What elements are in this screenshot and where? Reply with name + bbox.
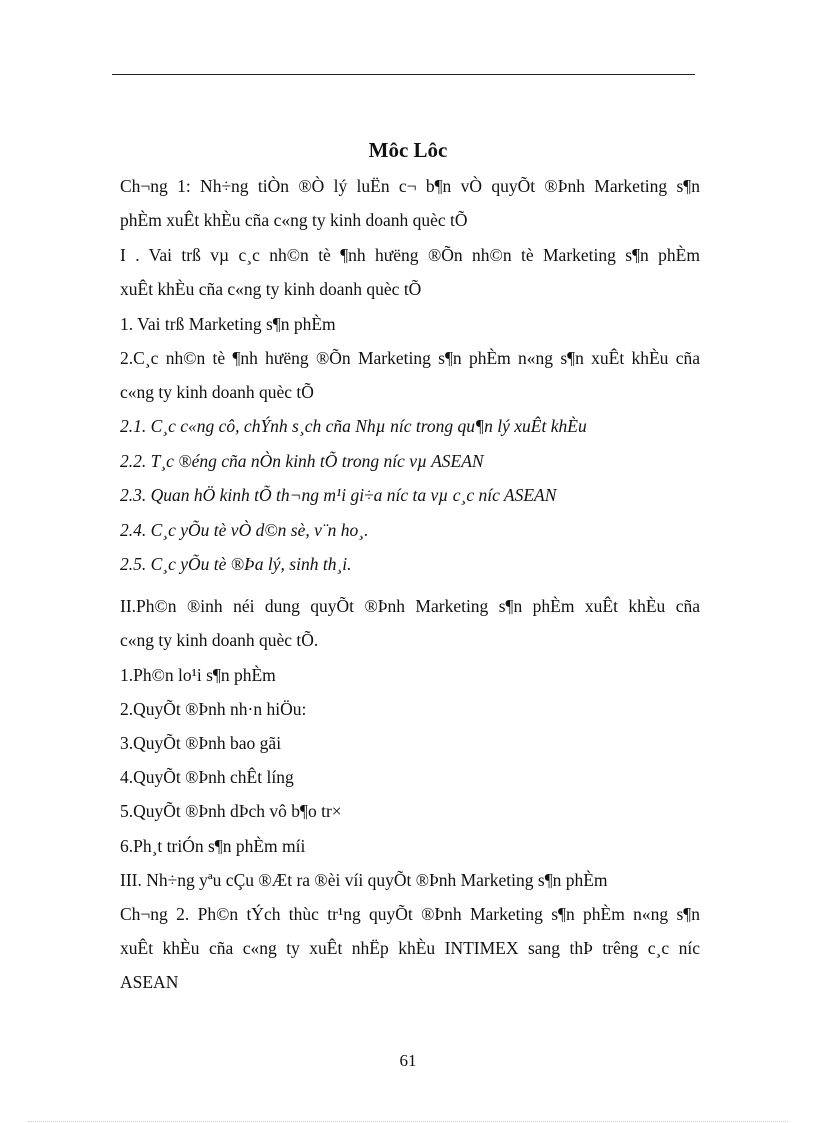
toc-chapter-2-line-3: ASEAN xyxy=(120,972,179,992)
toc-section-II-line-2: c«ng ty kinh doanh quèc tÕ. xyxy=(120,630,319,650)
toc-item-II-3: 3.QuyÕt ®Þnh bao gãi xyxy=(120,733,282,753)
toc-item-2-1: 2.1. C¸c c«ng cô, chÝnh s¸ch cña Nhµ níc trong qu¶n lý xuÊt khÈu xyxy=(120,416,587,436)
toc-section-I-line-1: I . Vai trß vµ c¸c nh©n tè ¶nh hưëng ®Õn nh©n tè Marketing s¶n phÈm xyxy=(120,245,700,265)
toc-item-II-4: 4.QuyÕt ®Þnh chÊt líng xyxy=(120,767,294,787)
toc-item-1: 1. Vai trß Marketing s¶n phÈm xyxy=(120,314,336,334)
page-title: Môc Lôc xyxy=(368,138,448,162)
toc-item-II-1: 1.Ph©n lo¹i s¶n phÈm xyxy=(120,665,276,685)
page-bottom-border xyxy=(28,1121,788,1122)
toc-chapter-2-line-2: xuÊt khÈu cña c«ng ty xuÊt nhËp khÈu INTIMEX sang thÞ trêng c¸c níc xyxy=(120,938,700,958)
toc-chapter-2-line-1: Ch¬ng 2. Ph©n tÝch thùc tr¹ng quyÕt ®Þnh Marketing s¶n phÈm n«ng s¶n xyxy=(120,904,700,924)
toc-chapter-1-line-1: Ch¬ng 1: Nh÷ng tiÒn ®Ò lý luËn c¬ b¶n vÒ quyÕt ®Þnh Marketing s¶n xyxy=(120,176,700,196)
toc-item-II-5: 5.QuyÕt ®Þnh dÞch vô b¶o tr× xyxy=(120,801,342,821)
toc-section-II-line-1: II.Ph©n ®inh néi dung quyÕt ®Þnh Marketing s¶n phÈm xuÊt khÈu cña xyxy=(120,596,700,616)
toc-item-2-5: 2.5. C¸c yÕu tè ®Þa lý, sinh th¸i. xyxy=(120,554,352,574)
header-rule xyxy=(112,74,695,75)
page-number: 61 xyxy=(399,1051,417,1070)
toc-item-2-3: 2.3. Quan hÖ kinh tÕ th¬ng m¹i gi÷a níc ta vµ c¸c níc ASEAN xyxy=(120,485,557,505)
toc-item-2-4: 2.4. C¸c yÕu tè vÒ d©n sè, v¨n ho¸. xyxy=(120,520,369,540)
toc-item-II-2: 2.QuyÕt ®Þnh nh·n hiÖu: xyxy=(120,699,307,719)
toc-item-2-2: 2.2. T¸c ®éng cña nÒn kinh tÕ trong níc vµ ASEAN xyxy=(120,451,484,471)
toc-item-II-6: 6.Ph¸t triÓn s¶n phÈm míi xyxy=(120,836,306,856)
toc-section-III: III. Nh÷ng yªu cÇu ®Æt ra ®èi víi quyÕt ®Þnh Marketing s¶n phÈm xyxy=(120,870,608,890)
toc-item-2-line-2: c«ng ty kinh doanh quèc tÕ xyxy=(120,382,314,402)
toc-item-2-line-1: 2.C¸c nh©n tè ¶nh hưëng ®Õn Marketing s¶n phÈm n«ng s¶n xuÊt khÈu cña xyxy=(120,348,700,368)
toc-section-I-line-2: xuÊt khÈu cña c«ng ty kinh doanh quèc tÕ xyxy=(120,279,422,299)
toc-chapter-1-line-2: phÈm xuÊt khÈu cña c«ng ty kinh doanh quèc tÕ xyxy=(120,210,468,230)
